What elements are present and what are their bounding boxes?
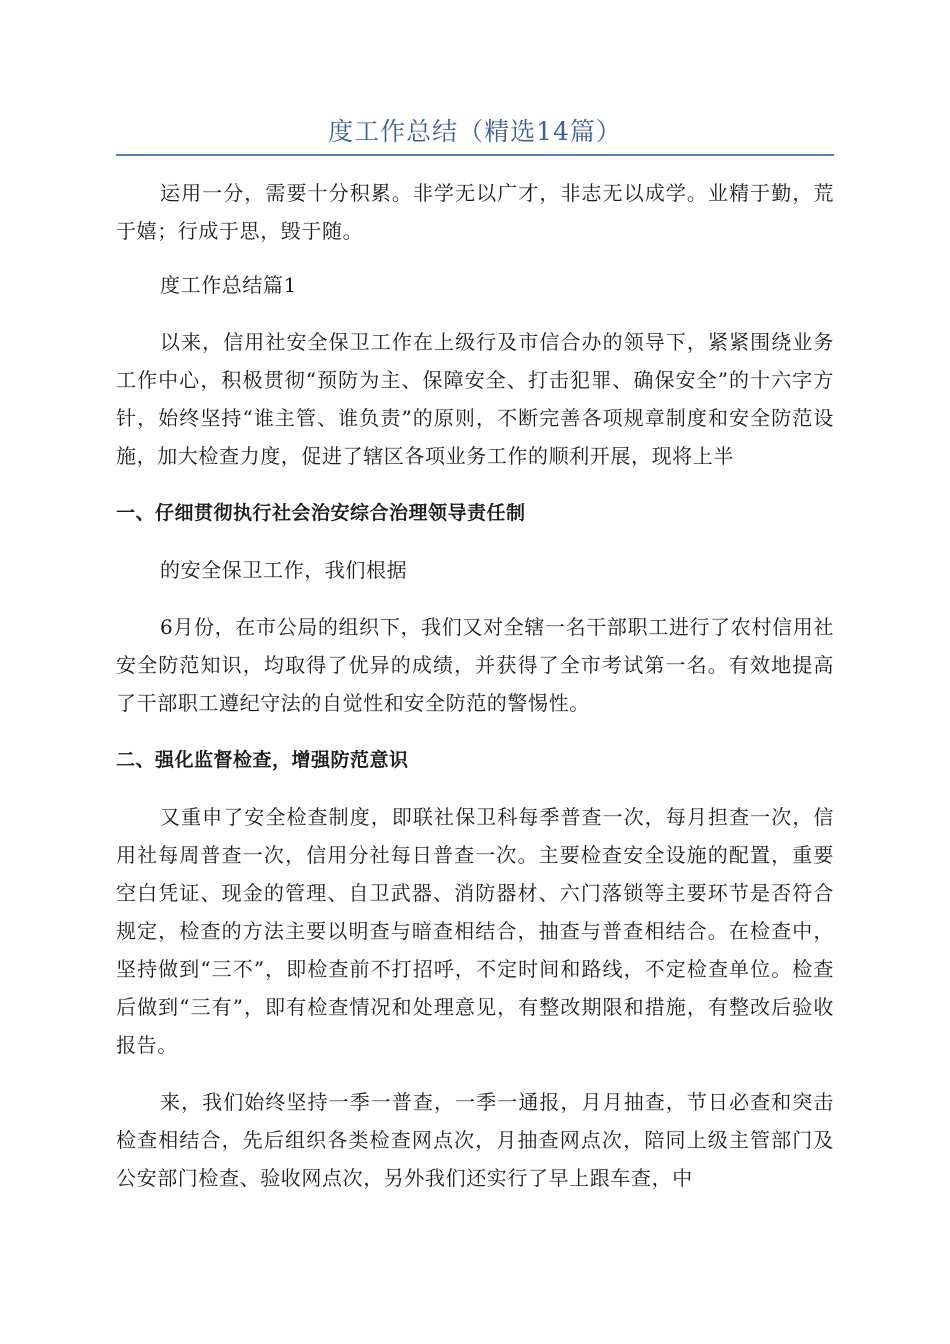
body-paragraph: 又重申了安全检查制度，即联社保卫科每季普查一次，每月担查一次，信用社每周普查一次，信用分社每日普查一次。主要检查安全设施的配置，重要空白凭证、现金的管理、自卫武器、消防器材、六门落锁等主要环节是否符合规定，检查的方法主要以明查与暗查相结合，抽查与普查相结合。在检查中，坚持做到“三不”，即检查前不打招呼，不定时间和路线，不定检查单位。检查后做到“三有”，即有检查情况和处理意见，有整改期限和措施，有整改后验收报告。	[116, 805, 834, 1057]
title-divider	[116, 154, 834, 156]
body-paragraph: 的安全保卫工作，我们根据	[160, 558, 408, 582]
section-heading: 一、仔细贯彻执行社会治安综合治理领导责任制	[116, 502, 526, 524]
body-paragraph: 来，我们始终坚持一季一普查，一季一通报，月月抽查，节日必查和突击检查相结合，先后组织各类检查网点次，月抽查网点次，陪同上级主管部门及公安部门检查、验收网点次，另外我们还实行了早上跟车查，中	[116, 1090, 834, 1190]
body-paragraph: 6月份，在市公局的组织下，我们又对全辖一名干部职工进行了农村信用社安全防范知识，均取得了优异的成绩，并获得了全市考试第一名。有效地提高了干部职工遵纪守法的自觉性和安全防范的警惕性。	[116, 615, 834, 715]
document-body	[116, 174, 834, 1197]
intro-paragraph: 运用一分，需要十分积累。非学无以广才，非志无以成学。业精于勤，荒于嬉；行成于思，毁于随。	[116, 181, 834, 243]
section-heading: 二、强化监督检查，增强防范意识	[116, 749, 409, 771]
section-label: 度工作总结篇1	[160, 273, 297, 297]
document-title: 度工作总结（精选14篇）	[328, 117, 622, 146]
body-paragraph: 以来，信用社安全保卫工作在上级行及市信合办的领导下，紧紧围绕业务工作中心，积极贯彻“预防为主、保障安全、打击犯罪、确保安全”的十六字方针，始终坚持“谁主管、谁负责”的原则，不断完善各项规章制度和安全防范设施，加大检查力度，促进了辖区各项业务工作的顺利开展，现将上半	[116, 330, 834, 468]
